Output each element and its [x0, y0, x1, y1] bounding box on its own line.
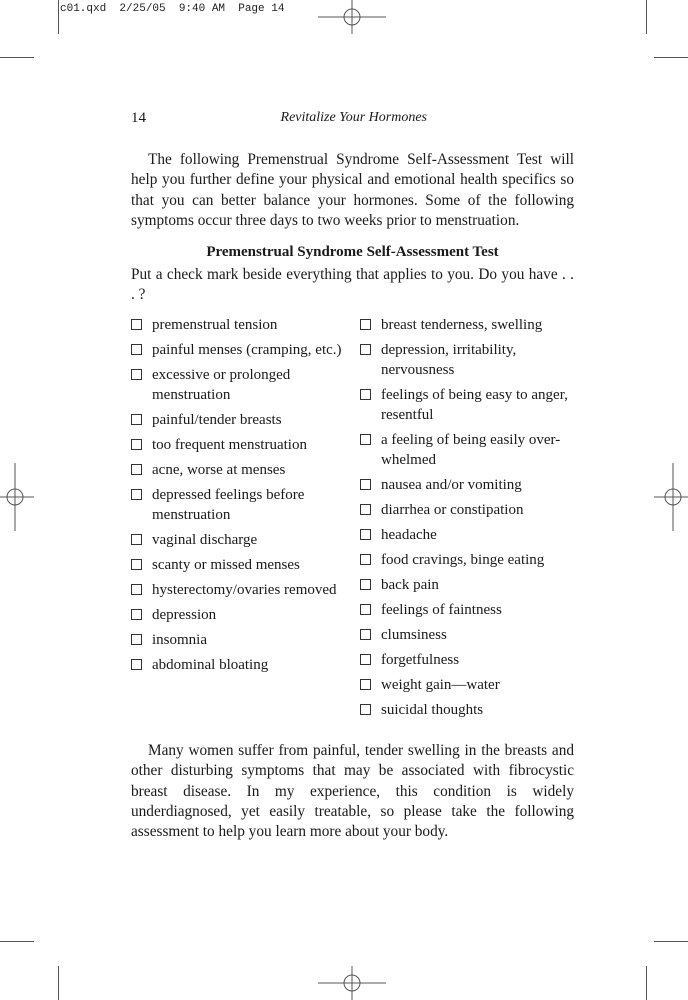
checklist-item-label: forgetfulness	[381, 652, 460, 668]
checkbox[interactable]	[131, 319, 142, 330]
checklist-item-label: feelings of faintness	[381, 602, 502, 618]
crop-mark	[654, 941, 688, 942]
checklist-item-label: food cravings, binge eating	[381, 552, 545, 568]
checklist-item	[131, 410, 346, 430]
checklist-item	[360, 430, 580, 470]
checklist-item-label: a feeling of being easily over-whelmed	[381, 432, 561, 468]
checklist-item	[131, 530, 346, 550]
crop-mark	[646, 966, 647, 1000]
checklist-item-label: abdominal bloating	[152, 657, 269, 673]
closing-paragraph: Many women suffer from painful, tender swelling in the breasts and other disturbing symptoms that may be associated with fibrocystic breast disease. In my experience, this condition is widely underdiagnosed, yet easily treatable, so please take the following assessment to help you learn more about your body.	[131, 742, 574, 841]
checkbox[interactable]	[360, 579, 371, 590]
checkbox[interactable]	[131, 439, 142, 450]
intro-paragraph: The following Premenstrual Syndrome Self-Assessment Test will help you further define your physical and emotional health specifics so that you can better balance your hormones. Some of the following symptoms occur three days to two weeks prior to menstruation.	[131, 151, 574, 229]
test-instructions: Put a check mark beside everything that applies to you. Do you have . . . ?	[131, 266, 574, 304]
checklist-item	[131, 630, 346, 650]
checklist-item-label: breast tenderness, swelling	[381, 317, 543, 333]
checkbox[interactable]	[131, 369, 142, 380]
checkbox[interactable]	[360, 554, 371, 565]
crop-mark	[0, 57, 34, 58]
checkbox[interactable]	[131, 534, 142, 545]
checkbox[interactable]	[360, 389, 371, 400]
checklist-item	[131, 435, 346, 455]
registration-mark-left	[0, 463, 34, 531]
crop-mark	[58, 0, 59, 34]
checkbox[interactable]	[360, 604, 371, 615]
checkbox[interactable]	[360, 529, 371, 540]
checklist-item-label: headache	[381, 527, 437, 543]
checklist-item-label: too frequent menstruation	[152, 437, 307, 453]
checklist-item	[360, 700, 580, 720]
checklist-item	[131, 315, 346, 335]
print-slug: c01.qxd 2/25/05 9:40 AM Page 14	[60, 3, 285, 15]
checkbox[interactable]	[131, 609, 142, 620]
checkbox[interactable]	[131, 559, 142, 570]
checklist-item-label: suicidal thoughts	[381, 702, 484, 718]
checklist-left-column	[131, 315, 346, 680]
checklist-item-label: depression	[152, 607, 217, 623]
checkbox[interactable]	[131, 464, 142, 475]
checklist-item-label: premenstrual tension	[152, 317, 278, 333]
checklist-item	[131, 605, 346, 625]
checklist-item	[360, 385, 580, 425]
registration-mark-right	[654, 463, 688, 531]
checklist-item-label: depression, irritability, nervousness	[381, 342, 517, 378]
checkbox[interactable]	[360, 479, 371, 490]
checkbox[interactable]	[131, 489, 142, 500]
checklist-item	[360, 675, 580, 695]
checklist-item	[360, 650, 580, 670]
checkbox[interactable]	[360, 319, 371, 330]
running-head: Revitalize Your Hormones	[280, 110, 427, 125]
checklist-item-label: excessive or prolonged menstruation	[152, 367, 291, 403]
checklist-item-label: weight gain—water	[381, 677, 500, 693]
checklist-item-label: clumsiness	[381, 627, 447, 643]
checkbox[interactable]	[131, 584, 142, 595]
checklist-item	[360, 525, 580, 545]
checklist-item	[131, 340, 346, 360]
checklist-item	[131, 555, 346, 575]
checklist-right-column	[360, 315, 580, 725]
checklist-item	[360, 575, 580, 595]
checklist-item-label: feelings of being easy to anger, resentful	[381, 387, 568, 423]
crop-mark	[58, 966, 59, 1000]
checklist-item	[360, 315, 580, 335]
registration-mark-top	[318, 0, 386, 34]
checklist-item	[131, 460, 346, 480]
checkbox[interactable]	[360, 504, 371, 515]
checkbox[interactable]	[360, 434, 371, 445]
registration-mark-bottom	[318, 966, 386, 1000]
checklist-item-label: nausea and/or vomiting	[381, 477, 522, 493]
checklist-item	[131, 365, 346, 405]
checkbox[interactable]	[360, 629, 371, 640]
checklist-item-label: diarrhea or constipation	[381, 502, 524, 518]
crop-mark	[0, 941, 34, 942]
checklist-item	[131, 655, 346, 675]
test-title: Premenstrual Syndrome Self-Assessment Test	[206, 244, 499, 260]
page-number: 14	[131, 110, 146, 126]
checkbox[interactable]	[131, 414, 142, 425]
checklist-item	[360, 600, 580, 620]
checklist-item-label: painful menses (cramping, etc.)	[152, 342, 342, 358]
crop-mark	[646, 0, 647, 34]
checklist-item-label: back pain	[381, 577, 439, 593]
checklist-item-label: scanty or missed menses	[152, 557, 300, 573]
checklist-item-label: hysterectomy/ovaries removed	[152, 582, 337, 598]
checklist-item-label: acne, worse at menses	[152, 462, 286, 478]
checkbox[interactable]	[360, 654, 371, 665]
checklist-item-label: insomnia	[152, 632, 207, 648]
page-header	[131, 110, 427, 130]
checklist-item	[360, 500, 580, 520]
checkbox[interactable]	[131, 344, 142, 355]
checkbox[interactable]	[360, 344, 371, 355]
checklist-item	[360, 340, 580, 380]
checklist-item	[360, 550, 580, 570]
checkbox[interactable]	[360, 704, 371, 715]
checklist-item-label: painful/tender breasts	[152, 412, 282, 428]
checkbox[interactable]	[131, 634, 142, 645]
checklist-item	[360, 625, 580, 645]
checklist-item	[360, 475, 580, 495]
checklist-item	[131, 580, 346, 600]
checklist-item-label: depressed feelings before menstruation	[152, 487, 305, 523]
checkbox[interactable]	[131, 659, 142, 670]
checklist-item	[131, 485, 346, 525]
crop-mark	[654, 57, 688, 58]
checklist-item-label: vaginal discharge	[152, 532, 258, 548]
checkbox[interactable]	[360, 679, 371, 690]
